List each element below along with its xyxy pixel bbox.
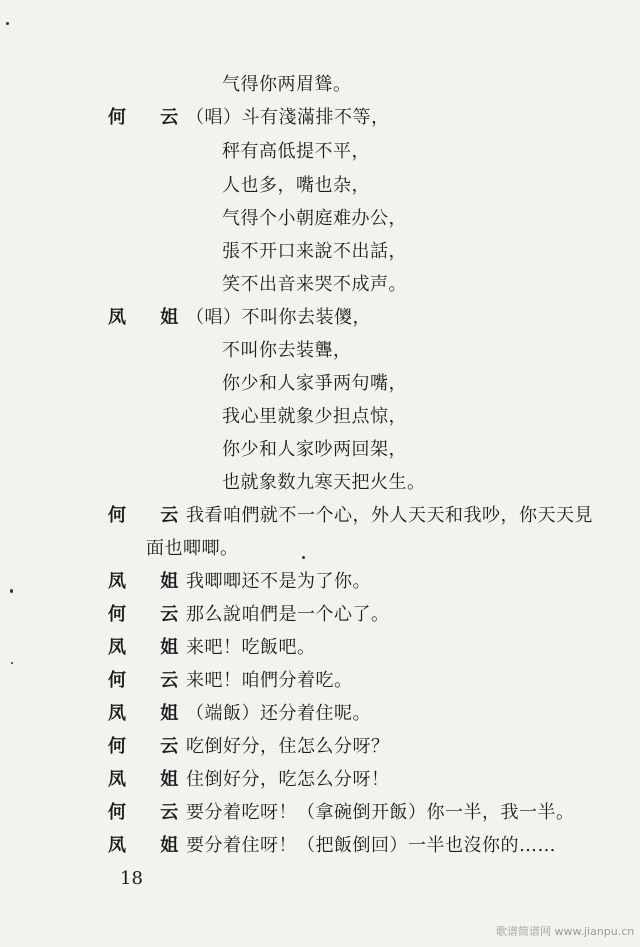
- verse-line: 不叫你去装聾，: [222, 340, 352, 361]
- speaker-name: 何 云: [108, 107, 193, 128]
- page-number: 18: [120, 868, 143, 889]
- dialogue-line: 吃倒好分，住怎么分呀？: [186, 736, 390, 757]
- verse-line: 你少和人家吵两回架，: [222, 439, 407, 460]
- dialogue-line: 来吧！咱們分着吃。: [186, 670, 353, 691]
- dialogue-line: 要分着吃呀！（拿碗倒开飯）你一半，我一半。: [186, 802, 575, 823]
- dialogue-line: 我看咱們就不一个心，外人天天和我吵，你天天見: [186, 505, 593, 526]
- scan-speck: [11, 662, 13, 664]
- verse-line: 秤有高低提不平，: [222, 141, 370, 162]
- dialogue-line: 那么說咱們是一个心了。: [186, 604, 390, 625]
- verse-line: 我心里就象少担点惊，: [222, 406, 407, 427]
- speaker-name: 何 云: [108, 505, 193, 526]
- dialogue-line: 我唧唧还不是为了你。: [186, 571, 371, 592]
- dialogue-line: 要分着住呀！（把飯倒回）一半也沒你的……: [186, 835, 556, 856]
- speaker-name: 何 云: [108, 670, 193, 691]
- verse-line: 你少和人家爭两句嘴，: [222, 373, 407, 394]
- verse-line: 笑不出音来哭不成声。: [222, 274, 407, 295]
- verse-line: 也就象数九寒天把火生。: [222, 472, 426, 493]
- dialogue-line: 住倒好分，吃怎么分呀！: [186, 769, 390, 790]
- dialogue-line: （端飯）还分着住呢。: [186, 703, 371, 724]
- speaker-name: 何 云: [108, 802, 193, 823]
- dialogue-line: 面也唧唧。: [146, 538, 239, 559]
- speaker-name: 凤 姐: [108, 571, 193, 592]
- speaker-name: 何 云: [108, 736, 193, 757]
- scan-speck: [10, 589, 13, 593]
- speaker-name: 凤 姐: [108, 835, 193, 856]
- verse-line: 人也多，嘴也杂，: [222, 175, 370, 196]
- speaker-name: 凤 姐: [108, 307, 193, 328]
- scan-speck: [302, 556, 305, 559]
- verse-line: 張不开口来說不出話，: [222, 241, 407, 262]
- speaker-name: 凤 姐: [108, 703, 193, 724]
- verse-line: 气得个小朝庭难办公，: [222, 208, 407, 229]
- verse-line: （唱）斗有淺滿排不等，: [186, 107, 390, 128]
- scan-speck: [6, 22, 9, 25]
- verse-line: 气得你两眉聳。: [222, 74, 352, 95]
- site-watermark: 歌谱简谱网 www.jianpu.cn: [496, 925, 635, 938]
- speaker-name: 凤 姐: [108, 637, 193, 658]
- speaker-name: 凤 姐: [108, 769, 193, 790]
- verse-line: （唱）不叫你去装儍，: [186, 307, 371, 328]
- dialogue-line: 来吧！吃飯吧。: [186, 637, 316, 658]
- speaker-name: 何 云: [108, 604, 193, 625]
